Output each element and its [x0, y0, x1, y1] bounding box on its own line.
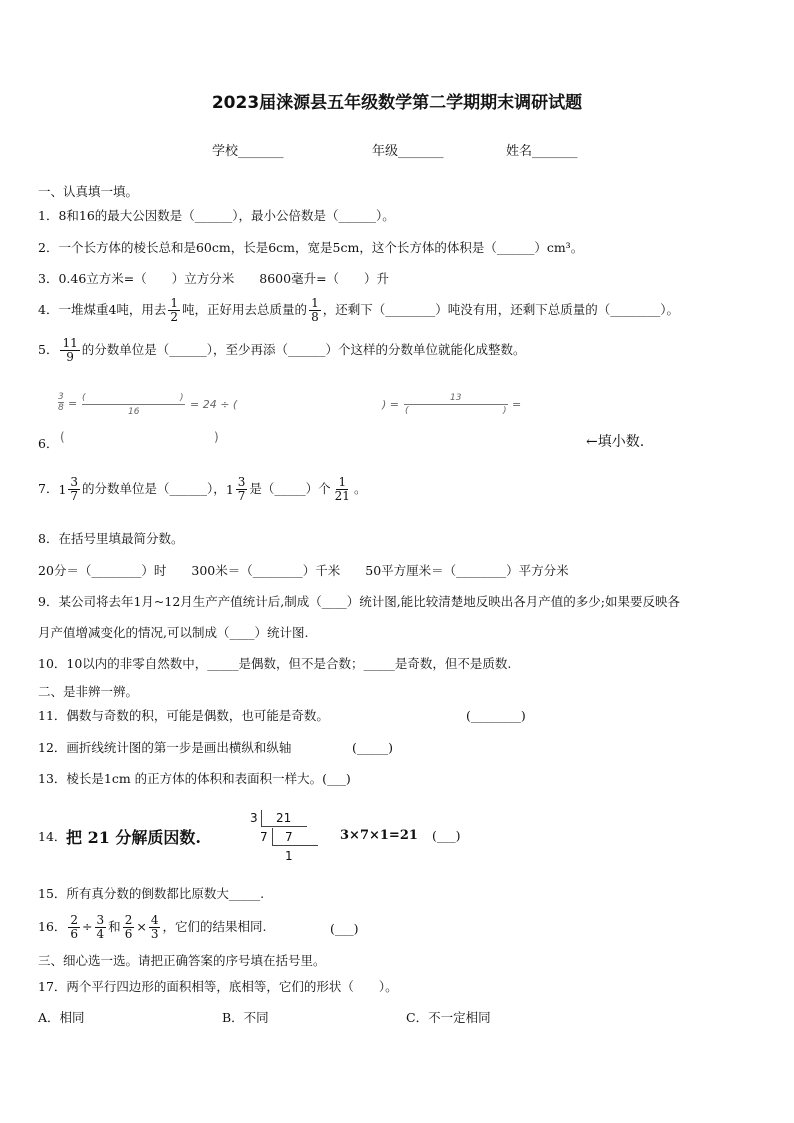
fraction: $\frac{1}{21}$	[334, 475, 350, 503]
q16-op1: ÷	[82, 919, 93, 934]
question-1: 1．8和16的最大公因数是（______），最小公倍数是（______）。	[38, 208, 395, 223]
fraction: $\frac{1}{2}$	[170, 296, 179, 324]
q14-label: 14．	[38, 829, 67, 844]
q6-eq2: =	[512, 398, 522, 411]
q14-dividend-21: 21	[276, 811, 292, 825]
name-field[interactable]: 姓名_______	[506, 144, 578, 159]
question-4	[38, 297, 679, 324]
grade-field[interactable]: 年级_______	[372, 144, 444, 159]
q12-answer-paren[interactable]: (_____)	[352, 740, 394, 755]
q7-text-d: 。	[353, 481, 367, 496]
question-13: 13．棱长是1cm 的正方体的体积和表面积一样大。(___)	[38, 771, 351, 786]
q17-option-a[interactable]: A．相同	[38, 1010, 85, 1025]
q7-label: 7．	[38, 481, 59, 496]
mixed-number: 1 $\frac{3}{7}$	[225, 475, 246, 503]
q6-fraction-bar	[82, 404, 185, 405]
fraction: $\frac{1}{8}$	[311, 296, 319, 324]
q6-fraction-3-8: 3 8	[58, 392, 64, 413]
q14-quotient-1: 1	[285, 849, 293, 863]
q6-label: 6．	[38, 436, 59, 451]
question-7	[38, 476, 366, 503]
q6-num-13: 13	[450, 393, 462, 403]
q14-text: 把 21 分解质因数.	[66, 828, 201, 847]
q7-text-c: 是（_____）个	[249, 481, 331, 496]
q6-paren-open-2: (	[60, 430, 65, 444]
fraction: $\frac{3}{4}$	[96, 913, 105, 941]
q14-divisor-3: 3	[250, 811, 258, 825]
q7-text-b: 的分数单位是（______），	[82, 481, 226, 496]
question-2: 2．一个长方体的棱长总和是60cm，长是6cm，宽是5cm，这个长方体的体积是（______）cm³。	[38, 240, 584, 255]
q14-divisor-7: 7	[260, 830, 268, 844]
q6-paren-open: (	[82, 393, 86, 403]
q16-text-c: ，它们的结果相同.	[162, 919, 267, 934]
fraction: $\frac{2}{6}$	[70, 913, 79, 941]
question-5	[38, 337, 526, 364]
question-16	[38, 914, 266, 941]
section-3-heading: 三、细心选一选。请把正确答案的序号填在括号里。	[38, 953, 326, 968]
q17-option-b[interactable]: B．不同	[222, 1010, 269, 1025]
q6-paren-close: )	[180, 393, 184, 403]
q14-quotient-7: 7	[285, 830, 293, 844]
section-2-heading: 二、是非辨一辨。	[38, 684, 139, 699]
q14-bracket-2	[272, 828, 273, 846]
question-15: 15．所有真分数的倒数都比原数大_____.	[38, 886, 265, 901]
question-8-items: 20分＝（________）时 300米＝（________）千米 50平方厘米＝（________）平方分米	[38, 563, 569, 578]
school-field[interactable]: 学校_______	[212, 144, 284, 159]
question-11: 11．偶数与奇数的积，可能是偶数，也可能是奇数。	[38, 708, 329, 723]
q14-bar-1	[261, 826, 307, 827]
q14-bar-2	[272, 845, 318, 846]
q16-op2: ×	[136, 919, 147, 934]
question-17: 17．两个平行四边形的面积相等，底相等，它们的形状（ ）。	[38, 979, 398, 994]
q6-tail: ←填小数.	[586, 434, 645, 450]
question-3: 3．0.46立方米=（ ）立方分米 8600毫升=（ ）升	[38, 271, 390, 286]
q6-fraction-bar-2	[404, 404, 508, 405]
question-9-line-1: 9．某公司将去年1月~12月生产产值统计后,制成（____）统计图,能比较清楚地反映出各月产值的多少;如果要反映各	[38, 594, 680, 609]
q6-mid: ) =	[382, 398, 400, 411]
fraction: $\frac{4}{3}$	[150, 913, 159, 941]
q6-paren-close-2: )	[214, 430, 219, 444]
q4-text-a: 4．一堆煤重4吨，用去	[38, 302, 167, 317]
q16-text-b: 和	[108, 919, 121, 934]
page-title: 2023届涞源县五年级数学第二学期期末调研试题	[211, 93, 583, 113]
q5-text: 的分数单位是（______），至少再添（______）个这样的分数单位就能化成整数。	[81, 342, 526, 357]
q5-label: 5．	[38, 342, 59, 357]
q4-text-c: ，还剩下（________）吨没有用，还剩下总质量的（________）。	[322, 302, 679, 317]
q14-bracket-1	[261, 810, 262, 827]
mixed-number: 1 $\frac{3}{7}$	[58, 475, 79, 503]
q16-answer-paren[interactable]: (___)	[330, 921, 359, 936]
q6-den-16: 16	[128, 407, 140, 417]
question-10: 10．10以内的非零自然数中，_____是偶数，但不是合数；_____是奇数，但不是质数.	[38, 656, 512, 671]
q6-small-open: (	[405, 406, 409, 416]
question-8: 8．在括号里填最简分数。	[38, 531, 184, 546]
q11-answer-paren[interactable]: (________)	[466, 708, 526, 723]
section-1-heading: 一、认真填一填。	[38, 184, 139, 199]
q4-text-b: 吨，正好用去总质量的	[182, 302, 308, 317]
fraction: $\frac{2}{6}$	[124, 913, 133, 941]
question-9-line-2: 月产值增减变化的情况,可以制成（____）统计图.	[38, 625, 309, 640]
q14-answer-paren[interactable]: (___)	[432, 828, 461, 843]
q6-eq1: =	[68, 397, 78, 410]
q16-label: 16．	[38, 919, 67, 934]
q6-small-close: )	[503, 406, 507, 416]
question-12: 12．画折线统计图的第一步是画出横纵和纵轴	[38, 740, 292, 755]
q6-div: = 24 ÷ (	[190, 398, 238, 411]
q17-option-c[interactable]: C．不一定相同	[406, 1010, 491, 1025]
q14-equation: 3×7×1=21	[340, 828, 418, 843]
fraction: $\frac{11}{9}$	[62, 336, 78, 364]
